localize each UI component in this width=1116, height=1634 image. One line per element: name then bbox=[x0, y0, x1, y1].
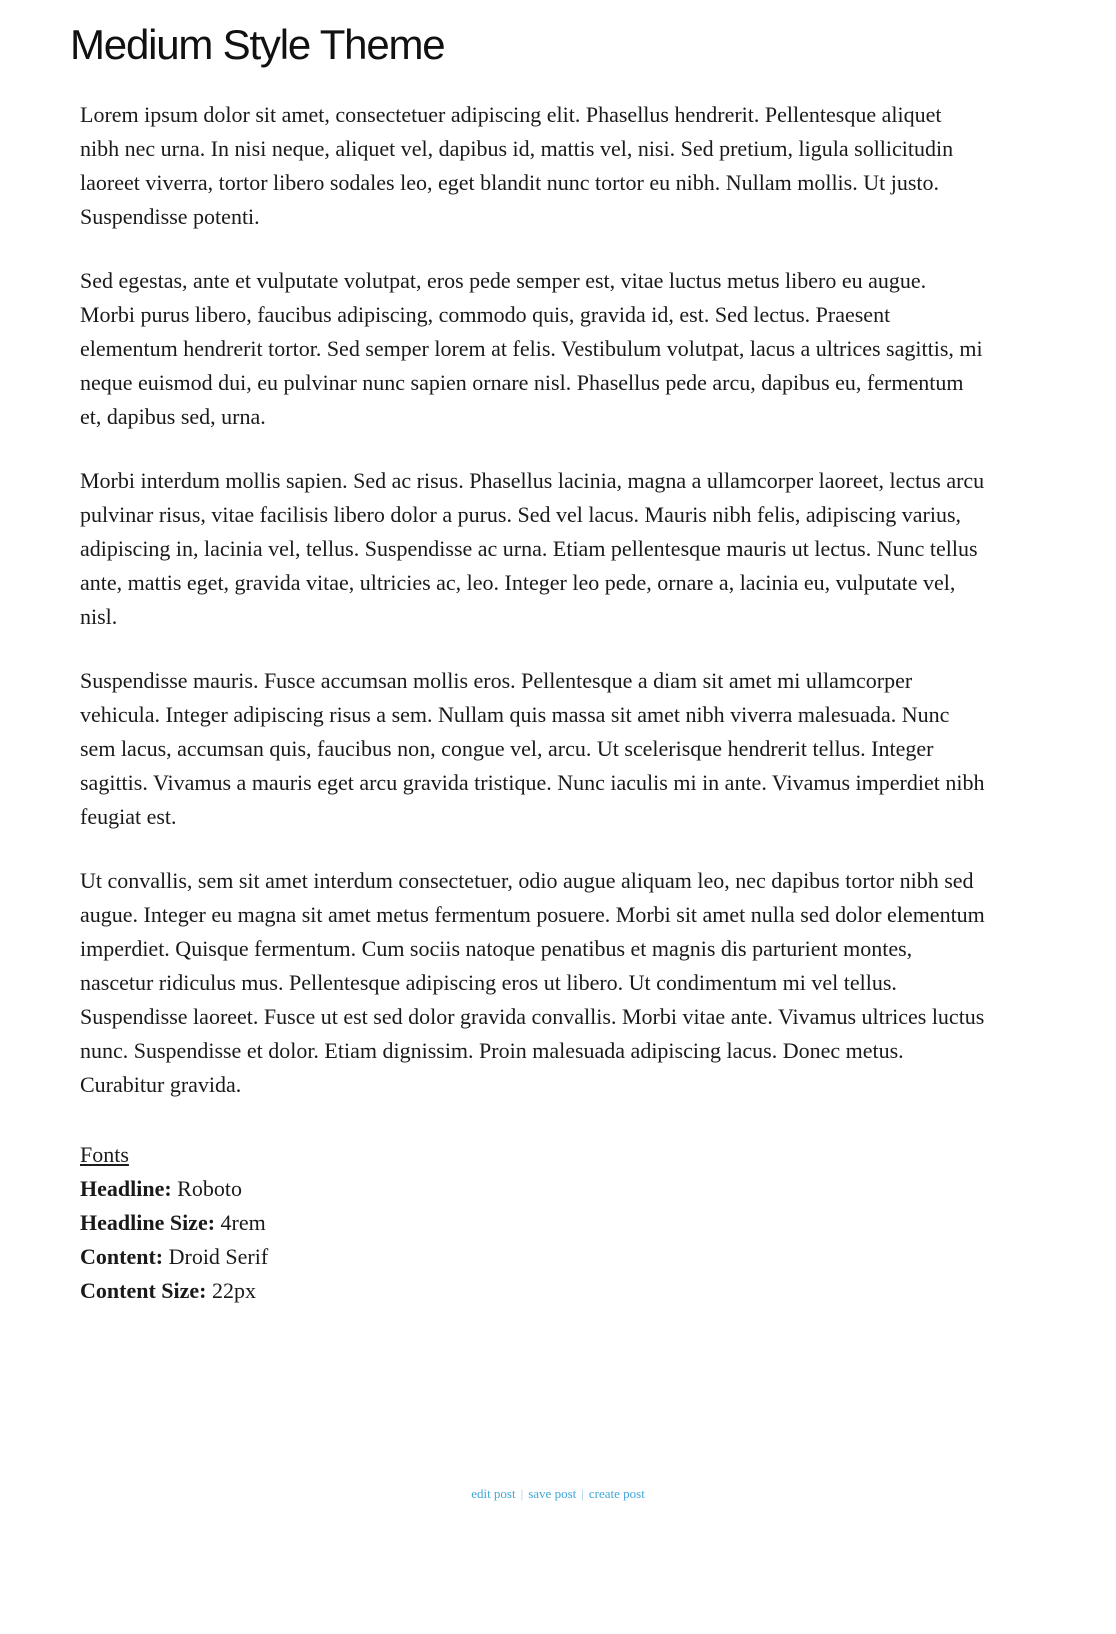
font-spec-label: Headline Size: bbox=[80, 1210, 216, 1236]
footer-separator: | bbox=[520, 1486, 524, 1502]
edit-post-link[interactable]: edit post bbox=[471, 1486, 516, 1502]
article-paragraph: Lorem ipsum dolor sit amet, consectetuer adipiscing elit. Phasellus hendrerit. Pellentesque aliquet nibh nec urna. In nisi neque, aliquet vel, dapibus id, mattis vel, nisi. Sed pretium, ligula sollicitudin laoreet viverra, tortor libero sodales leo, eget blandit nunc tortor eu nibh. Nullam mollis. Ut justo. Suspendisse potenti. bbox=[80, 102, 954, 230]
article-content bbox=[70, 98, 985, 1308]
post-actions-footer bbox=[0, 1486, 1116, 1598]
font-spec-content bbox=[80, 1240, 985, 1274]
create-post-link[interactable]: create post bbox=[588, 1486, 645, 1502]
font-spec-headline bbox=[80, 1172, 985, 1206]
font-spec-label: Content Size: bbox=[80, 1278, 207, 1304]
fonts-section bbox=[80, 1138, 985, 1308]
font-spec-value: 4rem bbox=[220, 1210, 266, 1236]
font-spec-value: Roboto bbox=[177, 1176, 242, 1202]
footer-separator: | bbox=[581, 1486, 584, 1502]
article-paragraph: Sed egestas, ante et vulputate volutpat, eros pede semper est, vitae luctus metus libero eu augue. Morbi purus libero, faucibus adipiscing, commodo quis, gravida id, est. Sed lectus. Praesent elementum hendrerit tortor. Sed semper lorem at felis. Vestibulum volutpat, lacus a ultrices sagittis, mi neque euismod dui, eu pulvinar nunc sapien ornare nisl. Phasellus pede arcu, dapibus eu, fermentum et, dapibus sed, urna. bbox=[80, 268, 983, 430]
font-spec-value: Droid Serif bbox=[168, 1244, 269, 1270]
article-paragraph: Suspendisse mauris. Fusce accumsan mollis eros. Pellentesque a diam sit amet mi ullamcorper vehicula. Integer adipiscing risus a sem. Nullam quis massa sit amet nibh viverra malesuada. Nunc sem lacus, accumsan quis, faucibus non, congue vel, arcu. Ut scelerisque hendrerit tellus. Integer sagittis. Vivamus a mauris eget arcu gravida tristique. Nunc iaculis mi in ante. Vivamus imperdiet nibh feugiat est. bbox=[80, 668, 985, 830]
font-spec-value: 22px bbox=[211, 1278, 256, 1304]
font-spec-headline-size bbox=[80, 1206, 985, 1240]
fonts-heading: Fonts bbox=[80, 1142, 129, 1168]
font-spec-label: Content: bbox=[80, 1244, 164, 1270]
article-paragraph: Ut convallis, sem sit amet interdum consectetuer, odio augue aliquam leo, nec dapibus tortor nibh sed augue. Integer eu magna sit amet metus fermentum posuere. Morbi sit amet nulla sed dolor elementum imperdiet. Quisque fermentum. Cum sociis natoque penatibus et magnis dis parturient montes, nascetur ridiculus mus. Pellentesque adipiscing eros ut libero. Ut condimentum mi vel tellus. Suspendisse laoreet. Fusce ut est sed dolor gravida convallis. Morbi vitae ante. Vivamus ultrices luctus nunc. Suspendisse et dolor. Etiam dignissim. Proin malesuada adipiscing lacus. Donec metus. Curabitur gravida. bbox=[80, 868, 985, 1098]
font-spec-label: Headline: bbox=[80, 1176, 172, 1202]
save-post-link[interactable]: save post bbox=[528, 1486, 577, 1502]
article-paragraph: Morbi interdum mollis sapien. Sed ac risus. Phasellus lacinia, magna a ullamcorper laoreet, lectus arcu pulvinar risus, vitae facilisis libero dolor a purus. Sed vel lacus. Mauris nibh felis, adipiscing varius, adipiscing in, lacinia vel, tellus. Suspendisse ac urna. Etiam pellentesque mauris ut lectus. Nunc tellus ante, mattis eget, gravida vitae, ultricies ac, leo. Integer leo pede, ornare a, lacinia eu, vulputate vel, nisl. bbox=[80, 468, 985, 630]
page-title: Medium Style Theme bbox=[70, 21, 445, 68]
font-spec-content-size bbox=[80, 1274, 985, 1308]
